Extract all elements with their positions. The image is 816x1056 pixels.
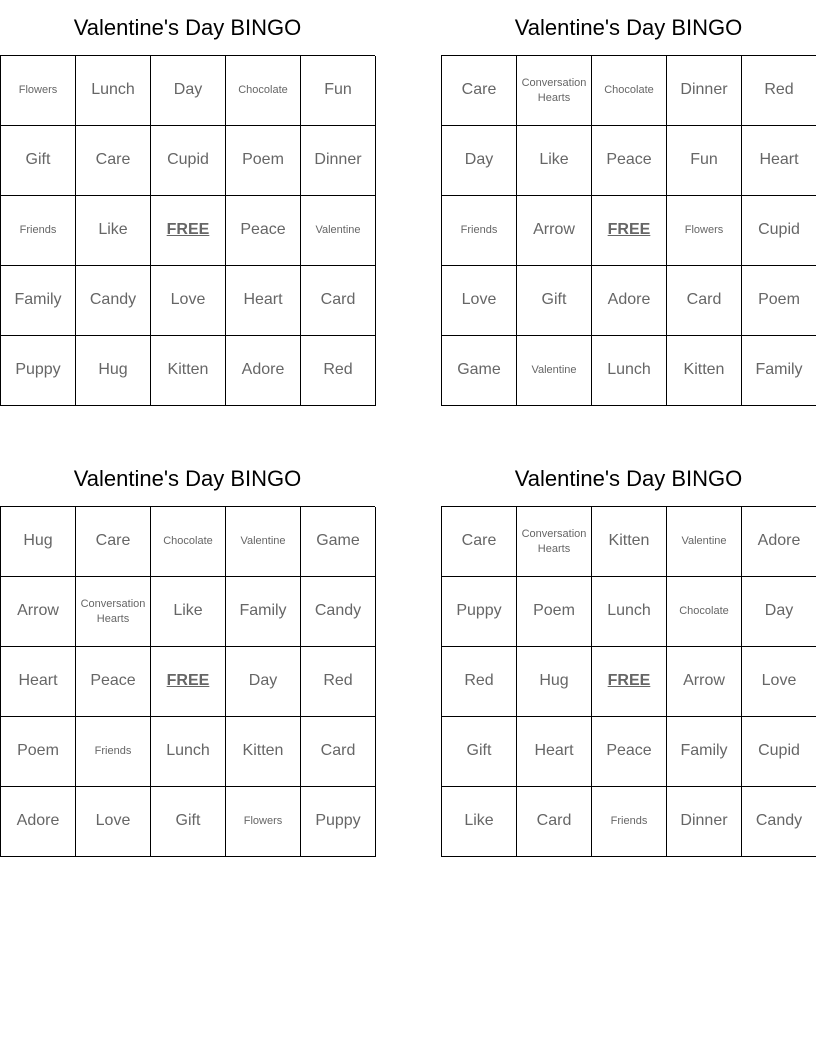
bingo-cell: Chocolate bbox=[592, 56, 667, 126]
bingo-cell: Puppy bbox=[442, 577, 517, 647]
bingo-cell: Day bbox=[442, 126, 517, 196]
bingo-cell: Family bbox=[226, 577, 301, 647]
bingo-cell: Red bbox=[301, 336, 376, 406]
bingo-grid bbox=[441, 55, 816, 406]
bingo-cell: Poem bbox=[742, 266, 816, 336]
bingo-cell: Flowers bbox=[1, 56, 76, 126]
bingo-cell: Gift bbox=[151, 787, 226, 857]
bingo-cell: Dinner bbox=[667, 787, 742, 857]
bingo-cell: Lunch bbox=[592, 577, 667, 647]
bingo-cell: Friends bbox=[1, 196, 76, 266]
bingo-cell: Gift bbox=[442, 717, 517, 787]
bingo-cell: Family bbox=[1, 266, 76, 336]
bingo-cell: Heart bbox=[517, 717, 592, 787]
free-space-cell: FREE bbox=[151, 647, 226, 717]
bingo-cell: Adore bbox=[592, 266, 667, 336]
bingo-cell: Arrow bbox=[517, 196, 592, 266]
bingo-cell: Love bbox=[76, 787, 151, 857]
bingo-cell: Care bbox=[442, 507, 517, 577]
bingo-cell: Like bbox=[517, 126, 592, 196]
bingo-cell: Red bbox=[301, 647, 376, 717]
bingo-card-2 bbox=[441, 0, 816, 406]
card-title: Valentine's Day BINGO bbox=[73, 15, 302, 40]
free-space-cell: FREE bbox=[592, 647, 667, 717]
bingo-cell: Adore bbox=[1, 787, 76, 857]
bingo-card-1 bbox=[0, 0, 375, 406]
bingo-cell: Family bbox=[667, 717, 742, 787]
bingo-cell: Candy bbox=[76, 266, 151, 336]
bingo-cell: Friends bbox=[442, 196, 517, 266]
bingo-cell: Dinner bbox=[301, 126, 376, 196]
bingo-cell: Chocolate bbox=[667, 577, 742, 647]
bingo-cell: Candy bbox=[742, 787, 816, 857]
bingo-cell: Peace bbox=[226, 196, 301, 266]
bingo-cell: Gift bbox=[1, 126, 76, 196]
bingo-cell: Cupid bbox=[742, 717, 816, 787]
free-space-cell: FREE bbox=[592, 196, 667, 266]
bingo-cell: Arrow bbox=[1, 577, 76, 647]
bingo-cell: Like bbox=[76, 196, 151, 266]
bingo-cell: Chocolate bbox=[226, 56, 301, 126]
bingo-cell: Care bbox=[442, 56, 517, 126]
bingo-cell: Lunch bbox=[76, 56, 151, 126]
bingo-cell: Cupid bbox=[151, 126, 226, 196]
bingo-cell: Lunch bbox=[592, 336, 667, 406]
bingo-cell: Heart bbox=[742, 126, 816, 196]
bingo-cell: Puppy bbox=[301, 787, 376, 857]
bingo-cell: Hug bbox=[76, 336, 151, 406]
bingo-cell: Cupid bbox=[742, 196, 816, 266]
bingo-cell: Fun bbox=[301, 56, 376, 126]
card-title: Valentine's Day BINGO bbox=[514, 15, 743, 40]
bingo-cell: Arrow bbox=[667, 647, 742, 717]
bingo-grid bbox=[0, 506, 375, 857]
bingo-cell: Day bbox=[226, 647, 301, 717]
bingo-cell: Card bbox=[517, 787, 592, 857]
bingo-cell: Hug bbox=[1, 507, 76, 577]
free-space-cell: FREE bbox=[151, 196, 226, 266]
bingo-cell: Card bbox=[301, 717, 376, 787]
bingo-cell: Peace bbox=[76, 647, 151, 717]
bingo-cell: Flowers bbox=[667, 196, 742, 266]
bingo-cell: Valentine bbox=[226, 507, 301, 577]
bingo-cell: Card bbox=[301, 266, 376, 336]
bingo-cell: Kitten bbox=[151, 336, 226, 406]
bingo-cell: Adore bbox=[226, 336, 301, 406]
bingo-cell: Red bbox=[442, 647, 517, 717]
bingo-cell: Kitten bbox=[226, 717, 301, 787]
bingo-cell: Candy bbox=[301, 577, 376, 647]
bingo-cell: Chocolate bbox=[151, 507, 226, 577]
bingo-cell: Dinner bbox=[667, 56, 742, 126]
bingo-cell: Like bbox=[442, 787, 517, 857]
card-title: Valentine's Day BINGO bbox=[514, 466, 743, 491]
bingo-grid bbox=[0, 55, 375, 406]
bingo-cell: Love bbox=[742, 647, 816, 717]
bingo-cell: Heart bbox=[226, 266, 301, 336]
bingo-cell: Like bbox=[151, 577, 226, 647]
bingo-cell: Care bbox=[76, 507, 151, 577]
bingo-cell: Card bbox=[667, 266, 742, 336]
bingo-cell: Peace bbox=[592, 126, 667, 196]
bingo-cell: Game bbox=[442, 336, 517, 406]
bingo-cell: Red bbox=[742, 56, 816, 126]
bingo-cell: Puppy bbox=[1, 336, 76, 406]
bingo-cell: Kitten bbox=[592, 507, 667, 577]
bingo-cell: Lunch bbox=[151, 717, 226, 787]
bingo-cell: Game bbox=[301, 507, 376, 577]
bingo-card-3 bbox=[0, 451, 375, 857]
bingo-cell: Valentine bbox=[301, 196, 376, 266]
bingo-cell: Gift bbox=[517, 266, 592, 336]
bingo-cell: Poem bbox=[226, 126, 301, 196]
bingo-cell: Friends bbox=[76, 717, 151, 787]
bingo-grid bbox=[441, 506, 816, 857]
bingo-cell: Conversation Hearts bbox=[517, 56, 592, 126]
bingo-card-4 bbox=[441, 451, 816, 857]
bingo-cell: Heart bbox=[1, 647, 76, 717]
bingo-cell: Poem bbox=[517, 577, 592, 647]
bingo-cell: Family bbox=[742, 336, 816, 406]
bingo-cell: Day bbox=[151, 56, 226, 126]
bingo-cell: Adore bbox=[742, 507, 816, 577]
bingo-cell: Conversation Hearts bbox=[517, 507, 592, 577]
bingo-cell: Hug bbox=[517, 647, 592, 717]
bingo-cell: Flowers bbox=[226, 787, 301, 857]
bingo-cell: Conversation Hearts bbox=[76, 577, 151, 647]
card-title: Valentine's Day BINGO bbox=[73, 466, 302, 491]
bingo-cell: Poem bbox=[1, 717, 76, 787]
bingo-cell: Love bbox=[442, 266, 517, 336]
bingo-cell: Fun bbox=[667, 126, 742, 196]
bingo-cell: Valentine bbox=[517, 336, 592, 406]
bingo-cell: Peace bbox=[592, 717, 667, 787]
bingo-cell: Valentine bbox=[667, 507, 742, 577]
bingo-cell: Care bbox=[76, 126, 151, 196]
bingo-cell: Day bbox=[742, 577, 816, 647]
bingo-cell: Kitten bbox=[667, 336, 742, 406]
bingo-cell: Love bbox=[151, 266, 226, 336]
bingo-cell: Friends bbox=[592, 787, 667, 857]
